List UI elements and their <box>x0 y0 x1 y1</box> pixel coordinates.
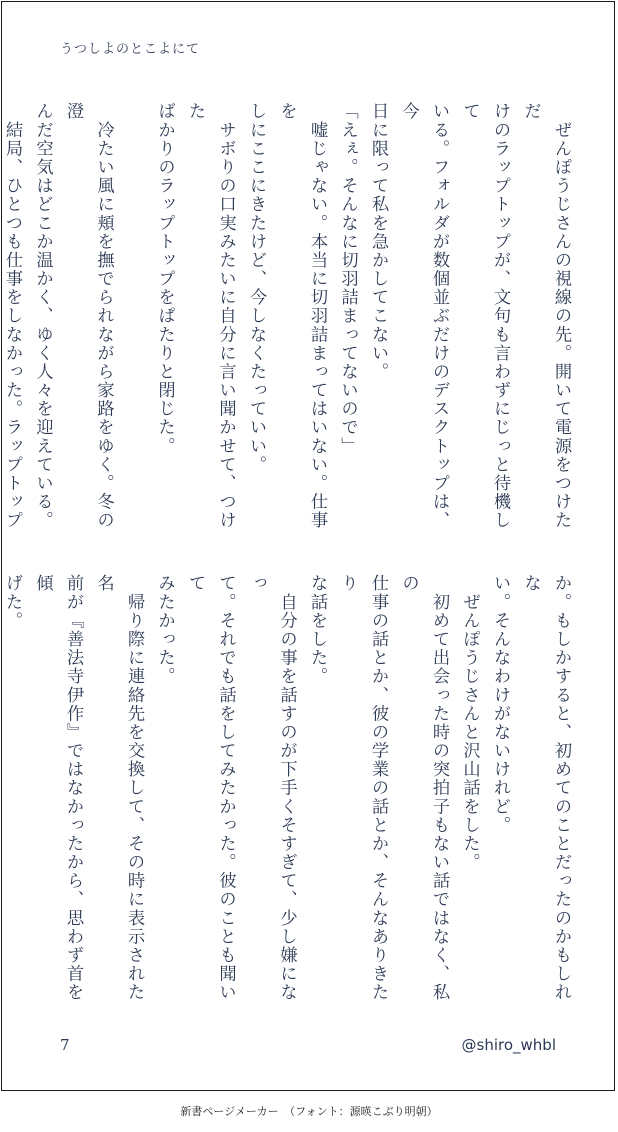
text-line: い。そんなわけがないけれど。 <box>490 574 510 835</box>
text-line: ぜんぽうじさんの視線の先。開いて電源をつけただ <box>520 102 571 530</box>
text-line: んだ空気はどこか温かく、ゆく人々を迎えている。 <box>32 102 53 530</box>
text-line: 初めて出会った時の突拍子もない話ではなく、私の <box>398 574 449 1002</box>
text-line: 冷たい風に頬を撫でられながら家路をゆく。冬の澄 <box>63 102 114 530</box>
text-line: しにここにきたけど、今しなくたっていい。 <box>246 102 266 474</box>
text-line: 「えぇ。そんなに切羽詰まってないので」 <box>337 102 358 456</box>
text-line: サボりの口実みたいに自分に言い聞かせて、つけた <box>185 102 236 530</box>
text-line: 仕事の話とか、彼の学業の話とか、そんなありきたり <box>337 574 388 1002</box>
text-line: か。もしかすると、初めてのことだったのかもしれな <box>520 574 571 1002</box>
text-line: けのラップトップが、文句も言わずにじっと待機して <box>459 102 510 530</box>
text-line: ぜんぽうじさんと沢山話をした。 <box>459 574 480 872</box>
book-page <box>1 1 615 1091</box>
text-line: 帰り際に連絡先を交換して、その時に表示された名 <box>93 574 144 1002</box>
page-number: 7 <box>60 1036 70 1054</box>
text-line: みたかった。 <box>154 574 175 686</box>
text-line: げた。 <box>2 574 22 630</box>
lower-text-block <box>2 574 576 1006</box>
text-line: な話をした。 <box>307 574 327 686</box>
author-handle: @shiro_whbl <box>461 1036 556 1054</box>
blank-line <box>119 102 150 534</box>
running-header: うつしよのとこよにて <box>60 42 201 57</box>
text-line: 前が『善法寺伊作』ではなかったから、思わず首を傾 <box>32 574 83 1002</box>
upper-text-block <box>2 102 576 534</box>
text-line: ばかりのラップトップをぱたりと閉じた。 <box>154 102 175 456</box>
text-line: いる。フォルダが数個並ぶだけのデスクトップは、今 <box>398 102 449 530</box>
text-line: 結局、ひとつも仕事をしなかった。ラップトップ <box>2 120 22 530</box>
text-line: 自分の事を話すのが下手くそすぎて、少し嫌になっ <box>246 574 297 1002</box>
text-line: 嘘じゃない。本当に切羽詰まってはいない。仕事を <box>276 102 327 530</box>
generator-credit: 新書ページメーカー （フォント：源暎こぶり明朝） <box>180 1105 438 1118</box>
text-line: 日に限って私を急かしてこない。 <box>368 102 388 381</box>
text-line: て。それでも話をしてみたかった。彼のことも聞いて <box>185 574 236 1002</box>
